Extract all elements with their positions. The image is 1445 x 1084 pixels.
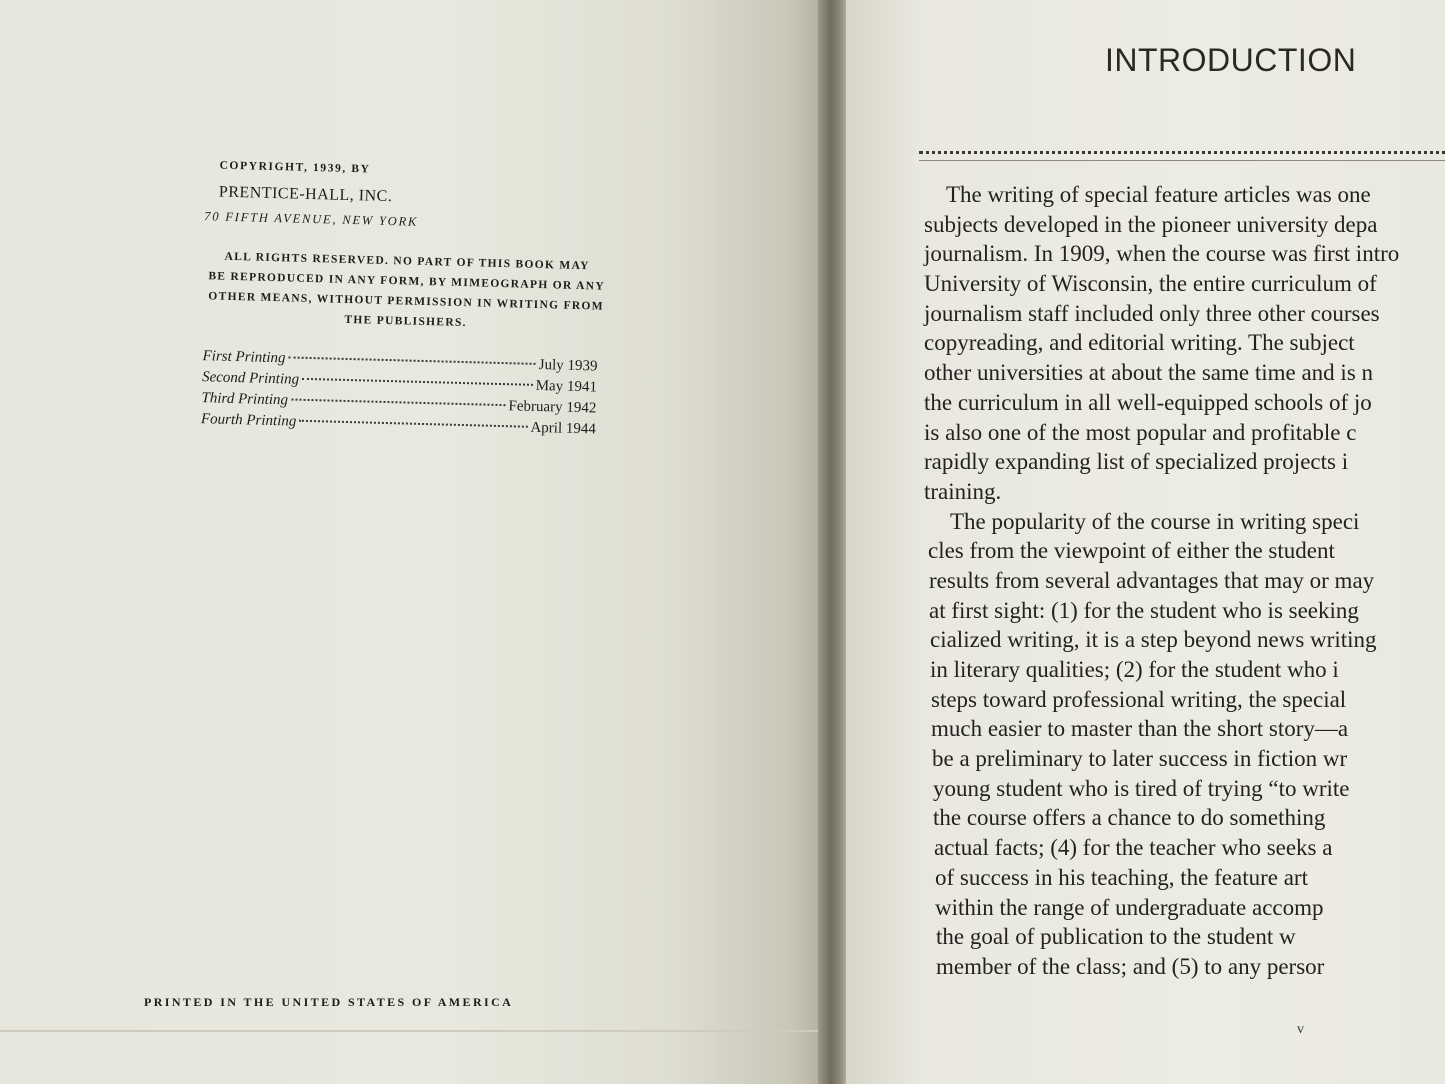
printing-date: February 1942 [508, 397, 597, 417]
rights-line: ALL RIGHTS RESERVED. NO PART OF THIS BOOK MAY [224, 250, 590, 272]
printing-label: Third Printing [201, 389, 289, 408]
leader-dots [299, 419, 527, 427]
text-line: at first sight: (1) for the student who is seeking [929, 597, 1359, 623]
printing-label: First Printing [202, 347, 286, 366]
text-line: actual facts; (4) for the teacher who seeks a [934, 835, 1333, 861]
text-line: copyreading, and editorial writing. The subject [924, 330, 1355, 356]
text-line: subjects developed in the pioneer university depa [924, 211, 1378, 237]
rights-line: OTHER MEANS, WITHOUT PERMISSION IN WRITING FROM [208, 289, 605, 313]
text-line: the curriculum in all well-equipped schools of jo [924, 389, 1372, 415]
printing-date: May 1941 [535, 377, 598, 396]
rights-notice [155, 244, 657, 337]
text-line: journalism staff included only three other courses [924, 300, 1380, 326]
leader-dots [302, 377, 533, 385]
publisher-name: PRENTICE-HALL, INC. [218, 183, 393, 205]
text-line: of success in his teaching, the feature art [935, 864, 1308, 890]
printing-date: July 1939 [538, 356, 598, 375]
leader-dots [291, 398, 506, 406]
text-line: in literary qualities; (2) for the student who i [930, 657, 1339, 682]
rights-line: THE PUBLISHERS. [344, 313, 467, 329]
text-line: journalism. In 1909, when the course was first intro [924, 241, 1400, 267]
rights-line: BE REPRODUCED IN ANY FORM, BY MIMEOGRAPH OR ANY [208, 269, 606, 293]
text-line: rapidly expanding list of specialized projects i [924, 449, 1349, 475]
page-marker: v [1297, 1022, 1304, 1037]
text-line: be a preliminary to later success in fiction wr [932, 746, 1348, 772]
text-line: University of Wisconsin, the entire curriculum of [924, 271, 1377, 297]
text-line: much easier to master than the short story—a [931, 716, 1349, 742]
text-line: steps toward professional writing, the special [931, 686, 1347, 712]
printing-history [201, 348, 598, 442]
body-text [924, 180, 1445, 982]
publisher-address: 70 FIFTH AVENUE, NEW YORK [204, 208, 419, 229]
text-line: member of the class; and (5) to any persor [936, 953, 1325, 979]
leader-dots [289, 356, 536, 364]
text-line: young student who is tired of trying “to write [933, 775, 1350, 801]
introduction-page [846, 0, 1445, 1084]
dotted-rule [919, 151, 1445, 161]
page-edge [0, 1030, 822, 1032]
printed-in-notice: PRINTED IN THE UNITED STATES OF AMERICA [144, 995, 514, 1009]
printing-label: Fourth Printing [200, 410, 297, 430]
text-line: other universities at about the same time and is n [924, 360, 1374, 386]
text-line: within the range of undergraduate accomp [935, 894, 1324, 920]
text-line: The popularity of the course in writing speci [950, 508, 1360, 534]
text-line: cialized writing, it is a step beyond news writing [930, 627, 1377, 653]
text-line: training. [924, 478, 1002, 504]
copyright-line: COPYRIGHT, 1939, BY [219, 159, 371, 176]
printing-label: Second Printing [201, 368, 300, 388]
text-line: cles from the viewpoint of either the student [928, 538, 1335, 564]
text-line: the course offers a chance to do something [933, 805, 1326, 831]
printing-date: April 1944 [530, 419, 597, 438]
text-line: the goal of publication to the student w [936, 924, 1296, 950]
text-line: The writing of special feature articles was one [946, 182, 1371, 207]
chapter-heading: INTRODUCTION [1105, 42, 1357, 78]
text-line: is also one of the most popular and profitable c [924, 419, 1357, 445]
text-line: results from several advantages that may or may [929, 567, 1375, 593]
copyright-block [153, 150, 660, 443]
